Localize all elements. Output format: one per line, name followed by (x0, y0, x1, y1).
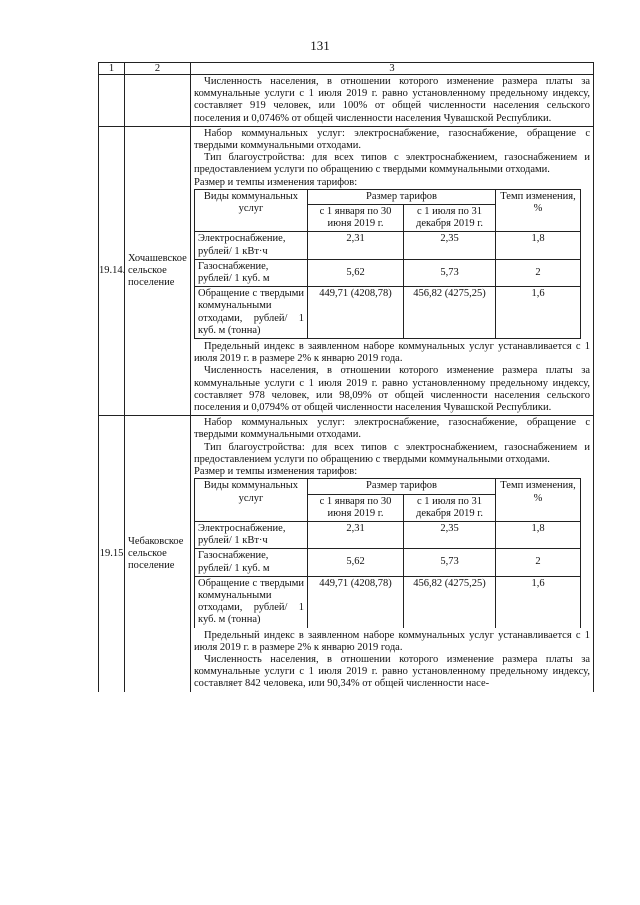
tariff-value-2: 456,82 (4275,25) (404, 576, 496, 627)
tariff-service: Электроснабжение, рублей/ 1 кВт·ч (195, 232, 308, 259)
population-text: Численность населения, в отношении которого изменение размера платы за коммунальные услуги с 1 июля 2019 г. равно установленному предельному индексу, составляет 842 человека, или 90,34% от общей численности насе- (194, 653, 590, 690)
tariff-row (195, 287, 581, 339)
section-content (191, 416, 594, 692)
column-header-1: 1 (99, 63, 125, 75)
tariff-value-2: 456,82 (4275,25) (404, 287, 496, 339)
tariff-value-1: 2,31 (308, 232, 404, 259)
tariff-service: Газоснабжение, рублей/ 1 куб. м (195, 259, 308, 286)
tariff-row (195, 521, 581, 548)
tariff-title: Размер и темпы изменения тарифов: (194, 176, 358, 188)
section-row (99, 416, 594, 692)
section-number: 19.14. (99, 126, 125, 415)
column-header-3: 3 (191, 63, 594, 75)
tariff-title: Размер и темпы изменения тарифов: (194, 466, 358, 478)
tariff-row (195, 259, 581, 286)
tariff-value-2: 2,35 (404, 521, 496, 548)
tariff-rate: 1,8 (496, 521, 581, 548)
tariff-row (195, 549, 581, 576)
tariff-rate: 1,6 (496, 576, 581, 627)
tariff-rate: 1,8 (496, 232, 581, 259)
tariff-head-period-2: с 1 июля по 31 декабря 2019 г. (404, 205, 496, 232)
tariff-head-size: Размер тарифов (308, 479, 496, 494)
tariff-rate: 2 (496, 259, 581, 286)
tariff-head-rate: Темп изменения, % (496, 479, 581, 522)
tariff-value-1: 2,31 (308, 521, 404, 548)
tariff-head-rate: Темп изменения, % (496, 189, 581, 232)
tariff-row (195, 232, 581, 259)
continuation-row (99, 75, 594, 127)
column-header-2: 2 (125, 63, 191, 75)
tariff-head-period-1: с 1 января по 30 июня 2019 г. (308, 205, 404, 232)
section-content (191, 126, 594, 415)
tariff-value-2: 5,73 (404, 259, 496, 286)
tariff-service: Обращение с твердыми коммунальными отходами, рублей/ 1 куб. м (тонна) (195, 287, 308, 339)
tariff-table (194, 189, 581, 339)
tariff-service: Электроснабжение, рублей/ 1 кВт·ч (195, 521, 308, 548)
index-text: Предельный индекс в заявленном наборе коммунальных услуг устанавливается с 1 июля 2019 г. в размере 2% к январю 2019 года. (194, 629, 590, 653)
tariff-rate: 2 (496, 549, 581, 576)
page-number: 131 (310, 38, 330, 53)
tariff-rate: 1,6 (496, 287, 581, 339)
index-text: Предельный индекс в заявленном наборе коммунальных услуг устанавливается с 1 июля 2019 г. в размере 2% к январю 2019 года. (194, 341, 590, 365)
column-header-row (99, 63, 594, 75)
tariff-table (194, 478, 581, 627)
tariff-head-period-2: с 1 июля по 31 декабря 2019 г. (404, 494, 496, 521)
settlement-name: Хочашевское сельское поселение (125, 126, 191, 415)
tariff-head-period-1: с 1 января по 30 июня 2019 г. (308, 494, 404, 521)
section-number: 19.15 (99, 416, 125, 692)
tariff-value-1: 449,71 (4208,78) (308, 576, 404, 627)
tariff-value-1: 5,62 (308, 549, 404, 576)
tariff-value-1: 449,71 (4208,78) (308, 287, 404, 339)
improvement-text: Тип благоустройства: для всех типов с электроснабжением, газоснабжением и предоставлением услуги по обращению с твердыми коммунальными отходами. (194, 152, 590, 176)
services-text: Набор коммунальных услуг: электроснабжение, газоснабжение, обращение с твердыми коммунальными отходами. (194, 127, 590, 152)
improvement-text: Тип благоустройства: для всех типов с электроснабжением, газоснабжением и предоставлением услуги по обращению с твердыми коммунальными отходами. (194, 441, 590, 465)
population-text: Численность населения, в отношении которого изменение размера платы за коммунальные услуги с 1 июля 2019 г. равно установленному предельному индексу, составляет 919 человек, или 100% от общей численности населения сельского поселения и 0,0746% от общей численности населения Чувашской Республики. (194, 76, 590, 124)
document-table (98, 62, 594, 692)
tariff-row (195, 576, 581, 627)
tariff-service: Обращение с твердыми коммунальными отходами, рублей/ 1 куб. м (тонна) (195, 576, 308, 627)
services-text: Набор коммунальных услуг: электроснабжение, газоснабжение, обращение с твердыми коммунальными отходами. (194, 417, 590, 441)
continuation-text-cell (191, 75, 594, 127)
tariff-value-2: 2,35 (404, 232, 496, 259)
population-text: Численность населения, в отношении которого изменение размера платы за коммунальные услуги с 1 июля 2019 г. равно установленному предельному индексу, составляет 978 человек, или 98,09% от общей численности населения сельского поселения и 0,0794% от общей численности населения Чувашской Республики. (194, 365, 590, 414)
settlement-name: Чебаковское сельское поселение (125, 416, 191, 692)
tariff-value-1: 5,62 (308, 259, 404, 286)
tariff-service: Газоснабжение, рублей/ 1 куб. м (195, 549, 308, 576)
tariff-head-size: Размер тарифов (308, 189, 496, 204)
tariff-value-2: 5,73 (404, 549, 496, 576)
tariff-head-kinds: Виды коммунальных услуг (195, 479, 308, 522)
section-row (99, 126, 594, 415)
tariff-head-kinds: Виды коммунальных услуг (195, 189, 308, 232)
